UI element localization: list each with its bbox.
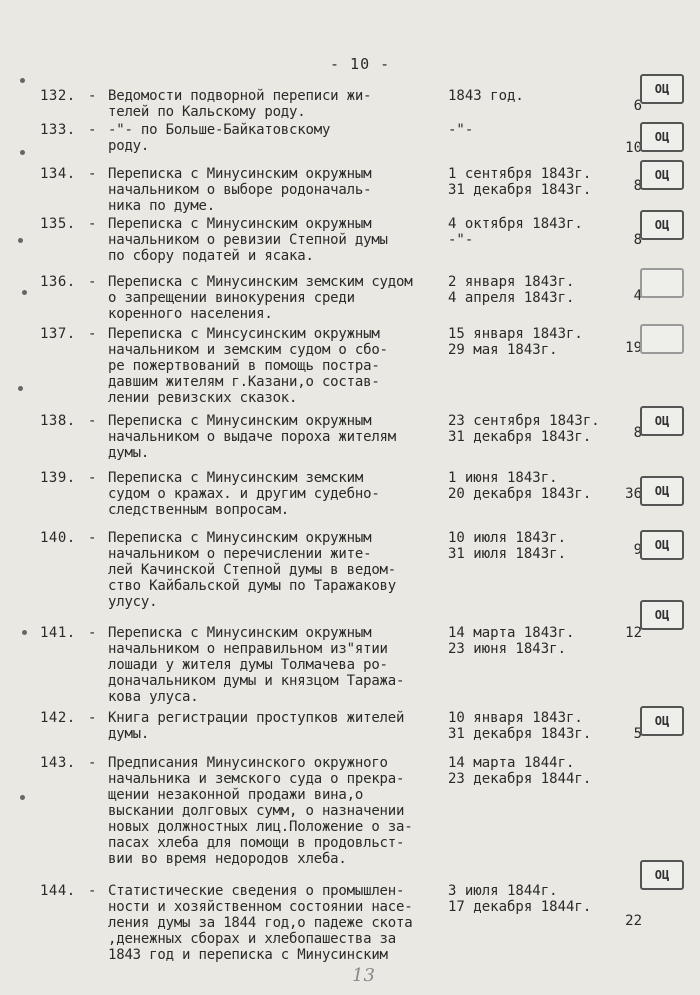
description-line: начальником и земским судом о сбо- bbox=[108, 342, 388, 358]
entry-number: 139. bbox=[40, 470, 76, 486]
description-line: роду. bbox=[108, 138, 150, 154]
description-line: ство Кайбальской думы по Таражакову bbox=[108, 578, 397, 594]
description-line: улусу. bbox=[108, 594, 158, 610]
description-line: Переписка с Минусинским окружным bbox=[108, 166, 372, 182]
date-line: 3 июля 1844г. bbox=[448, 883, 558, 899]
sheet-count: 12 bbox=[625, 625, 642, 641]
date-line: 23 июня 1843г. bbox=[448, 641, 567, 657]
description-line: -"- по Больше-Байкатовскому bbox=[108, 122, 331, 138]
description-line: ,денежных сборах и хлебопашества за bbox=[108, 931, 397, 947]
entry-dash: - bbox=[88, 755, 97, 771]
pencil-note: 13 bbox=[352, 965, 375, 986]
entry-description bbox=[108, 755, 468, 867]
description-line: думы. bbox=[108, 726, 150, 742]
entry-description bbox=[108, 216, 468, 264]
entry-dash: - bbox=[88, 470, 97, 486]
archive-stamp bbox=[640, 268, 684, 298]
entry-dates bbox=[448, 216, 583, 248]
date-line: 14 марта 1843г. bbox=[448, 625, 575, 641]
description-line: ности и хозяйственном состоянии насе- bbox=[108, 899, 413, 915]
entry-dates bbox=[448, 710, 591, 742]
description-line: Переписка с Минусинским окружным bbox=[108, 530, 372, 546]
description-line: Ведомости подворной переписи жи- bbox=[108, 88, 372, 104]
date-line: 10 июля 1843г. bbox=[448, 530, 567, 546]
entry-dates bbox=[448, 166, 591, 198]
entry-dash: - bbox=[88, 413, 97, 429]
date-line: 2 января 1843г. bbox=[448, 274, 575, 290]
description-line: ления думы за 1844 год,о падеже скота bbox=[108, 915, 413, 931]
date-line: 31 декабря 1843г. bbox=[448, 182, 592, 198]
description-line: выскании долговых сумм, о назначении bbox=[108, 803, 405, 819]
sheet-count: 8 bbox=[633, 232, 642, 248]
archive-stamp: ОЦ bbox=[640, 600, 684, 630]
sheet-count: 8 bbox=[633, 425, 642, 441]
sheet-count: 5 bbox=[633, 726, 642, 742]
entry-description bbox=[108, 883, 468, 963]
description-line: начальником о выдаче пороха жителям bbox=[108, 429, 397, 445]
description-line: новых должностных лиц.Положение о за- bbox=[108, 819, 413, 835]
entry-number: 144. bbox=[40, 883, 76, 899]
entry-dates bbox=[448, 883, 591, 915]
entry-dates bbox=[448, 274, 574, 306]
date-line: -"- bbox=[448, 232, 474, 248]
description-line: Переписка с Минусинским земским судом bbox=[108, 274, 413, 290]
description-line: щении незаконной продажи вина,о bbox=[108, 787, 364, 803]
description-line: по сбору податей и ясака. bbox=[108, 248, 314, 264]
description-line: Переписка с Минусинским окружным bbox=[108, 413, 372, 429]
entry-number: 132. bbox=[40, 88, 76, 104]
description-line: доначальником думы и князцом Таража- bbox=[108, 673, 405, 689]
date-line: 1 июня 1843г. bbox=[448, 470, 558, 486]
description-line: вии во время недородов хлеба. bbox=[108, 851, 347, 867]
entry-dates bbox=[448, 625, 574, 657]
description-line: судом о кражах. и другим судебно- bbox=[108, 486, 380, 502]
date-line: -"- bbox=[448, 122, 474, 138]
entry-description bbox=[108, 625, 468, 705]
entry-dash: - bbox=[88, 710, 97, 726]
entry-dates bbox=[448, 530, 566, 562]
date-line: 4 октября 1843г. bbox=[448, 216, 583, 232]
entry-dates bbox=[448, 88, 524, 104]
margin-mark bbox=[20, 795, 25, 800]
entry-dash: - bbox=[88, 166, 97, 182]
description-line: Предписания Минусинского окружного bbox=[108, 755, 388, 771]
sheet-count: 6 bbox=[633, 98, 642, 114]
date-line: 20 декабря 1843г. bbox=[448, 486, 592, 502]
archive-stamp: ОЦ bbox=[640, 706, 684, 736]
description-line: Книга регистрации проступков жителей bbox=[108, 710, 405, 726]
entry-number: 140. bbox=[40, 530, 76, 546]
archive-stamp: ОЦ bbox=[640, 122, 684, 152]
date-line: 29 мая 1843г. bbox=[448, 342, 558, 358]
date-line: 10 января 1843г. bbox=[448, 710, 583, 726]
description-line: начальником о выборе родоначаль- bbox=[108, 182, 372, 198]
margin-mark bbox=[20, 150, 25, 155]
date-line: 31 декабря 1843г. bbox=[448, 726, 592, 742]
description-line: пасах хлеба для помощи в продовльст- bbox=[108, 835, 405, 851]
date-line: 14 марта 1844г. bbox=[448, 755, 575, 771]
entry-number: 142. bbox=[40, 710, 76, 726]
description-line: думы. bbox=[108, 445, 150, 461]
description-line: начальником о перечислении жите- bbox=[108, 546, 372, 562]
entry-description bbox=[108, 88, 468, 120]
archive-stamp: ОЦ bbox=[640, 476, 684, 506]
entry-number: 138. bbox=[40, 413, 76, 429]
sheet-count: 8 bbox=[633, 178, 642, 194]
date-line: 15 января 1843г. bbox=[448, 326, 583, 342]
description-line: 1843 год и переписка с Минусинским bbox=[108, 947, 388, 963]
entry-number: 135. bbox=[40, 216, 76, 232]
entry-dates bbox=[448, 413, 600, 445]
entry-number: 141. bbox=[40, 625, 76, 641]
date-line: 31 декабря 1843г. bbox=[448, 429, 592, 445]
description-line: телей по Кальскому роду. bbox=[108, 104, 306, 120]
entry-description bbox=[108, 274, 468, 322]
entry-dash: - bbox=[88, 216, 97, 232]
margin-mark bbox=[22, 630, 27, 635]
entry-dash: - bbox=[88, 625, 97, 641]
entry-dates bbox=[448, 122, 473, 138]
margin-mark bbox=[22, 290, 27, 295]
sheet-count: 9 bbox=[633, 542, 642, 558]
entry-dates bbox=[448, 755, 591, 787]
entry-dash: - bbox=[88, 122, 97, 138]
description-line: начальником о неправильном из"ятии bbox=[108, 641, 388, 657]
archive-stamp: ОЦ bbox=[640, 74, 684, 104]
entry-number: 137. bbox=[40, 326, 76, 342]
page-number: - 10 - bbox=[330, 55, 391, 73]
entry-dash: - bbox=[88, 530, 97, 546]
archive-stamp: ОЦ bbox=[640, 406, 684, 436]
archive-stamp: ОЦ bbox=[640, 860, 684, 890]
margin-mark bbox=[18, 386, 23, 391]
description-line: Статистические сведения о промышлен- bbox=[108, 883, 405, 899]
sheet-count: 36 bbox=[625, 486, 642, 502]
entry-dates bbox=[448, 326, 583, 358]
description-line: начальника и земского суда о прекра- bbox=[108, 771, 405, 787]
entry-description bbox=[108, 166, 468, 214]
sheet-count: 19 bbox=[625, 340, 642, 356]
entry-dash: - bbox=[88, 88, 97, 104]
sheet-count: 10 bbox=[625, 140, 642, 156]
entry-dash: - bbox=[88, 326, 97, 342]
description-line: Переписка с Минсусинским окружным bbox=[108, 326, 380, 342]
description-line: кова улуса. bbox=[108, 689, 199, 705]
sheet-count: 4 bbox=[633, 288, 642, 304]
entry-number: 136. bbox=[40, 274, 76, 290]
date-line: 23 сентября 1843г. bbox=[448, 413, 600, 429]
description-line: начальником о ревизии Степной думы bbox=[108, 232, 388, 248]
date-line: 4 апреля 1843г. bbox=[448, 290, 575, 306]
archive-stamp: ОЦ bbox=[640, 210, 684, 240]
entry-dates bbox=[448, 470, 591, 502]
entry-description bbox=[108, 710, 468, 742]
entry-number: 143. bbox=[40, 755, 76, 771]
description-line: коренного населения. bbox=[108, 306, 273, 322]
description-line: Переписка с Минусинским окружным bbox=[108, 216, 372, 232]
entry-description bbox=[108, 530, 468, 610]
date-line: 23 декабря 1844г. bbox=[448, 771, 592, 787]
date-line: 17 декабря 1844г. bbox=[448, 899, 592, 915]
entry-description bbox=[108, 326, 468, 406]
date-line: 31 июля 1843г. bbox=[448, 546, 567, 562]
description-line: Переписка с Минусинским окружным bbox=[108, 625, 372, 641]
description-line: Переписка с Минусинским земским bbox=[108, 470, 364, 486]
entry-number: 133. bbox=[40, 122, 76, 138]
description-line: лей Качинской Степной думы в ведом- bbox=[108, 562, 397, 578]
entry-dash: - bbox=[88, 883, 97, 899]
archive-stamp bbox=[640, 324, 684, 354]
description-line: следственным вопросам. bbox=[108, 502, 290, 518]
archive-stamp: ОЦ bbox=[640, 160, 684, 190]
entry-description bbox=[108, 122, 468, 154]
description-line: ре пожертвований в помощь постра- bbox=[108, 358, 380, 374]
description-line: лошади у жителя думы Толмачева ро- bbox=[108, 657, 388, 673]
date-line: 1 сентября 1843г. bbox=[448, 166, 592, 182]
archive-stamp: ОЦ bbox=[640, 530, 684, 560]
description-line: о запрещении винокурения среди bbox=[108, 290, 355, 306]
margin-mark bbox=[20, 78, 25, 83]
description-line: ника по думе. bbox=[108, 198, 215, 214]
entry-dash: - bbox=[88, 274, 97, 290]
margin-mark bbox=[18, 238, 23, 243]
entry-description bbox=[108, 413, 468, 461]
description-line: давшим жителям г.Казани,о состав- bbox=[108, 374, 380, 390]
description-line: лении ревизских сказок. bbox=[108, 390, 298, 406]
sheet-count: 22 bbox=[625, 913, 642, 929]
entry-number: 134. bbox=[40, 166, 76, 182]
date-line: 1843 год. bbox=[448, 88, 524, 104]
entry-description bbox=[108, 470, 468, 518]
